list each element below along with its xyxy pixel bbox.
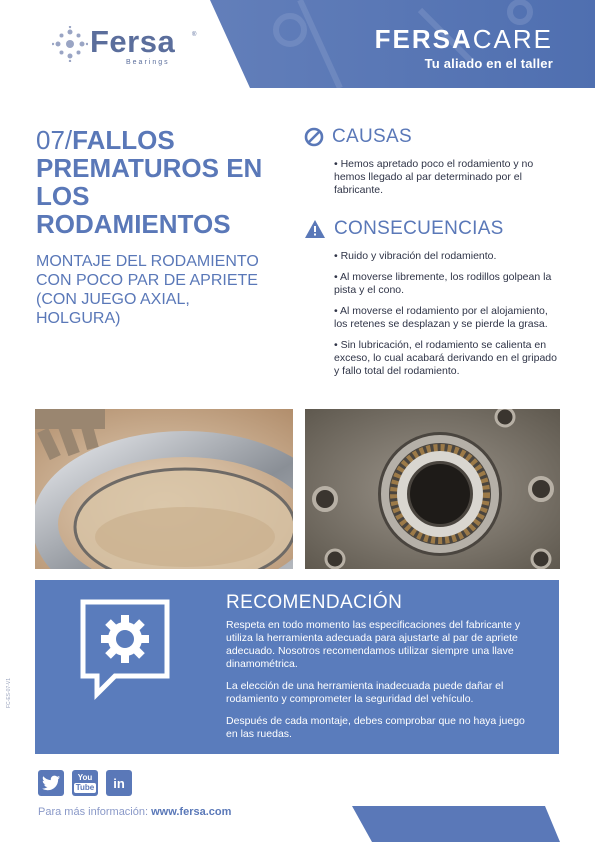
- recommendation-panel: [35, 580, 559, 754]
- title-number: 07: [36, 125, 65, 155]
- youtube-text-bottom: Tube: [75, 782, 95, 792]
- causas-heading: [304, 126, 564, 148]
- consecuencias-list: [334, 250, 564, 378]
- title-text: FALLOS PREMATUROS EN LOS RODAMIENTOS: [36, 125, 263, 239]
- recommendation-paragraph: Después de cada montaje, debes comprobar que no haya juego en las ruedas.: [226, 715, 525, 740]
- bearing-race-illustration: [35, 409, 293, 569]
- hub-bearing-illustration: [305, 409, 560, 569]
- brand-tagline: Tu aliado en el taller: [424, 56, 553, 71]
- page-title: [36, 126, 276, 238]
- twitter-icon[interactable]: [38, 770, 64, 796]
- causas-heading-text: CAUSAS: [332, 126, 412, 147]
- logo-subtitle: Bearings: [126, 59, 170, 66]
- bearing-photo-left: [35, 409, 293, 569]
- page-subtitle: MONTAJE DEL RODAMIENTO CON POCO PAR DE APRIETE (CON JUEGO AXIAL, HOLGURA): [36, 253, 259, 327]
- title-separator: /: [64, 125, 73, 155]
- recommendation-paragraph: La elección de una herramienta inadecuada puede dañar el rodamiento y comprometer la seguridad del vehículo.: [226, 680, 504, 705]
- brand-title-bold: FERSA: [374, 24, 473, 54]
- logo-registered: ®: [192, 32, 197, 38]
- brand-title-light: CARE: [472, 24, 553, 54]
- warning-icon: [304, 219, 326, 239]
- list-item: • Hemos apretado poco el rodamiento y no hemos llegado al par determinado por el fabricante.: [334, 158, 564, 197]
- list-item: • Sin lubricación, el rodamiento se calienta en exceso, lo cual acabará derivando en el gripado y fallo total del rodamiento.: [334, 339, 564, 378]
- gear-chat-icon: [75, 596, 175, 706]
- social-links: [38, 770, 132, 796]
- linkedin-icon[interactable]: [106, 770, 132, 796]
- recommendation-heading: RECOMENDACIÓN: [226, 592, 403, 613]
- header: [0, 0, 595, 88]
- more-info: [38, 806, 231, 818]
- website-link[interactable]: www.fersa.com: [151, 806, 232, 818]
- list-item: • Ruido y vibración del rodamiento.: [334, 250, 564, 263]
- list-item: • Al moverse el rodamiento por el alojamiento, los retenes se desplazan y se pierde la grasa.: [334, 305, 564, 331]
- youtube-icon[interactable]: [72, 770, 98, 796]
- brand-title: [375, 25, 553, 53]
- title-block: [36, 126, 276, 328]
- recommendation-paragraph: Respeta en todo momento las especificaciones del fabricante y utiliza la herramienta adecuada para ajustarte al par de apriete adecuado. Nosotros recomendamos utilizar siempre una llave dinamométrica.: [226, 619, 521, 670]
- consecuencias-section: [304, 218, 564, 386]
- list-item: • Al moverse libremente, los rodillos golpean la pista y el cono.: [334, 271, 564, 297]
- recommendation-text: [226, 619, 536, 750]
- youtube-text-top: You: [77, 772, 93, 782]
- causas-section: [304, 126, 564, 205]
- fersa-logo[interactable]: [52, 22, 222, 70]
- linkedin-text: in: [113, 775, 125, 791]
- document-code: FC-ES-07-V1: [6, 677, 12, 708]
- consecuencias-heading: [304, 218, 564, 240]
- consecuencias-heading-text: CONSECUENCIAS: [334, 218, 504, 239]
- logo-name: Fersa: [90, 24, 176, 59]
- fersa-logo-mark-icon: [52, 26, 88, 62]
- causas-list: [334, 158, 564, 197]
- prohibited-icon: [304, 127, 324, 147]
- fersacare-brand: [375, 25, 553, 71]
- more-info-label: Para más información:: [38, 806, 149, 818]
- bearing-photo-right: [305, 409, 560, 569]
